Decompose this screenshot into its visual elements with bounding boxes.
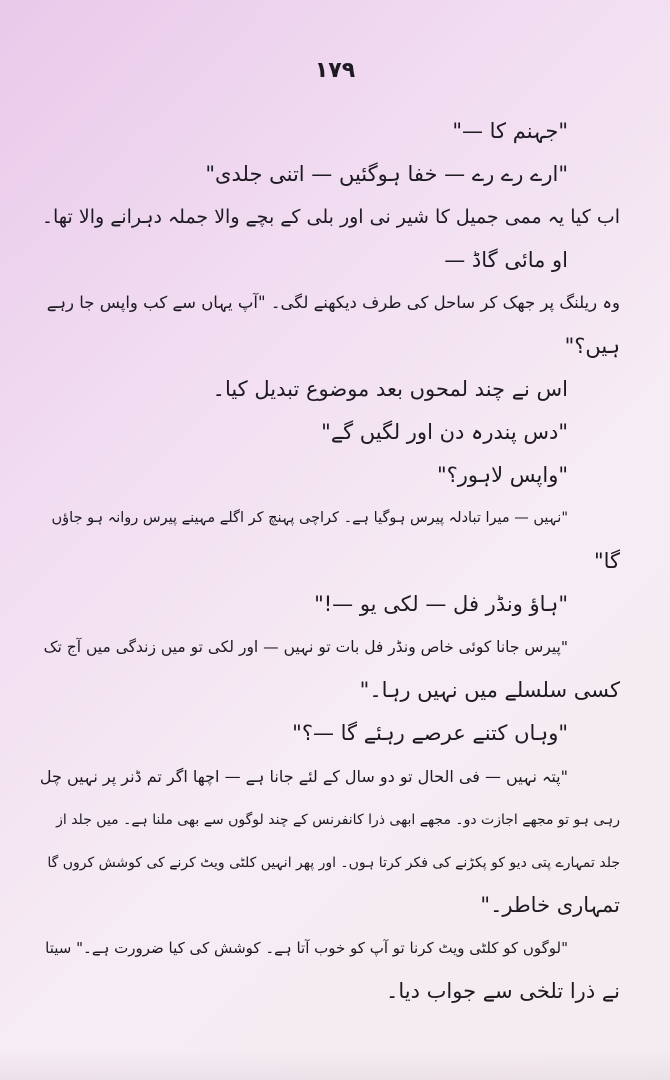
text-line: وہ ریلنگ پر جھک کر ساحل کی طرف دیکھنے لگی۔ "آپ یہاں سے کب واپس جا رہے: [46, 293, 620, 313]
text-line: جلد تمہارے پتی دیو کو پکڑنے کی فکر کرتا ہوں۔ اور پھر انہیں کلٹی ویٹ کرنے کی کوشش کروں گا: [47, 854, 620, 871]
text-line: او مائی گاڈ —: [444, 248, 568, 272]
body-text: [40, 110, 620, 1013]
text-line: ہیں؟": [564, 334, 620, 358]
text-line: تمہاری خاطر۔": [480, 893, 620, 917]
text-line: "نہیں — میرا تبادلہ پیرس ہوگیا ہے۔ کراچی پہنچ کر اگلے مہینے پیرس روانہ ہو جاؤں: [51, 510, 568, 527]
text-line: اب کیا یہ ممی جمیل کا شیر نی اور بلی کے بچے والا جملہ دہرانے والا تھا۔: [41, 206, 620, 228]
page-edge-shadow: [0, 1050, 670, 1080]
text-line: "وہاں کتنے عرصے رہئے گا —؟": [292, 721, 568, 745]
text-line: اس نے چند لمحوں بعد موضوع تبدیل کیا۔: [212, 377, 568, 401]
text-line: نے ذرا تلخی سے جواب دیا۔: [386, 979, 620, 1003]
text-line: "پتہ نہیں — فی الحال تو دو سال کے لئے جانا ہے — اچھا اگر تم ڈنر پر نہیں چل: [40, 766, 568, 786]
text-line: "واپس لاہور؟": [436, 463, 568, 487]
page-number: ۱۷۹: [314, 58, 356, 83]
text-line: "پیرس جانا کوئی خاص ونڈر فل بات تو نہیں — اور لکی تو میں زندگی میں آج تک: [43, 637, 568, 656]
text-line: "جہنم کا —": [452, 119, 568, 143]
text-line: "لوگوں کو کلٹی ویٹ کرنا تو آپ کو خوب آتا ہے۔ کوشش کی کیا ضرورت ہے۔" سیتا: [45, 939, 568, 957]
text-line: گا": [593, 549, 620, 573]
text-line: "ہاؤ ونڈر فل — لکی یو —!": [314, 592, 568, 616]
text-line: "دس پندرہ دن اور لگیں گے": [321, 420, 568, 444]
text-line: کسی سلسلے میں نہیں رہا۔": [359, 678, 620, 702]
text-line: "ارے رے رے — خفا ہوگئیں — اتنی جلدی": [205, 162, 568, 186]
text-line: رہی ہو تو مجھے اجازت دو۔ مجھے ابھی ذرا کانفرنس کے چند لوگوں سے بھی ملنا ہے۔ میں جلد از: [56, 811, 620, 828]
